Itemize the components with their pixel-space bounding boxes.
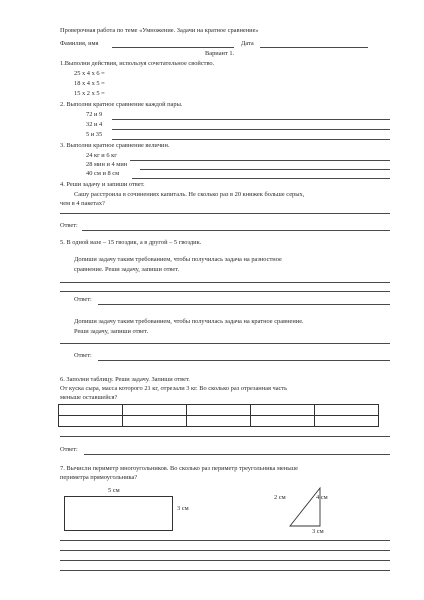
table-cell[interactable] [59,416,123,427]
task4-text: чем в 4 пакетах? [60,200,105,207]
task2-answer-line[interactable] [112,129,390,130]
table-cell[interactable] [315,405,379,416]
task5-heading: 5. В одной вазе – 15 гвоздик, а в другой – 5 гвоздик. [60,239,202,246]
task5-part2-text: Допиши задачу таким требованием, чтобы получилась задача на кратное сравнение. [74,318,304,325]
task3-answer-line[interactable] [140,169,390,170]
tri-left-label: 2 см [274,494,286,501]
tri-right-label: 4 см [316,494,328,501]
table-cell[interactable] [187,405,251,416]
task2-heading: 2. Выполни кратное сравнение каждой пары. [60,101,183,108]
date-label: Дата [241,40,254,47]
task6-table [58,404,379,427]
task2-item: 5 и 35 [86,131,103,138]
task2-answer-line[interactable] [112,139,390,140]
task5-answer1-label: Ответ: [74,296,92,303]
task1-item: 25 х 4 х 6 = [74,70,105,77]
task6-answer-line[interactable] [84,454,390,455]
task6-text: меньше оставшейся? [60,394,118,401]
table-cell[interactable] [123,416,187,427]
rect-side-label: 3 см [177,505,189,512]
task7-solution-line[interactable] [60,550,390,551]
task7-solution-line[interactable] [60,540,390,541]
worksheet-title: Проверочная работа по теме «Умножение. Задачи на кратное сравнение» [60,27,259,34]
surname-label: Фамилия, имя [60,40,99,47]
table-cell[interactable] [59,405,123,416]
task5-part1-line[interactable] [60,282,390,283]
task3-item: 24 кг и 6 кг [86,152,117,159]
task6-text: От куска сыра, масса которого 21 кг, отрезали 3 кг. Во сколько раз отрезанная часть [60,385,288,392]
task6-heading: 6. Заполни таблицу. Реши задачу. Запиши ответ. [60,376,190,383]
task5-part2-text: Реши задачу, запиши ответ. [74,328,149,335]
task7-solution-line[interactable] [60,570,390,571]
task1-item: 15 х 2 х 5 = [74,90,105,97]
task7-solution-line[interactable] [60,560,390,561]
table-row [59,416,379,427]
task2-item: 32 и 4 [86,121,103,128]
task3-answer-line[interactable] [132,178,390,179]
task2-answer-line[interactable] [112,119,390,120]
table-cell[interactable] [315,416,379,427]
date-line[interactable] [260,47,368,48]
surname-line[interactable] [112,47,234,48]
table-cell[interactable] [123,405,187,416]
task5-part1-text: сравнение. Реши задачу, запиши ответ. [74,266,180,273]
task3-answer-line[interactable] [130,160,390,161]
task3-item: 28 мин и 4 мин [86,161,128,168]
task4-answer-label: Ответ: [60,222,78,229]
task3-heading: 3. Выполни кратное сравнение величин. [60,142,170,149]
rect-top-label: 5 см [108,487,120,494]
table-row [59,405,379,416]
task6-answer-label: Ответ: [60,446,78,453]
task5-answer2-line[interactable] [98,360,390,361]
table-cell[interactable] [187,416,251,427]
task4-answer-line[interactable] [82,230,390,231]
task5-answer1-line[interactable] [98,304,390,305]
task5-part1-line[interactable] [60,291,390,292]
task3-item: 40 см и 8 см [86,170,120,177]
triangle-figure [286,484,346,534]
table-cell[interactable] [251,405,315,416]
task4-heading: 4. Реши задачу и запиши ответ. [60,181,145,188]
task2-item: 72 и 9 [86,111,103,118]
task1-item: 18 х 4 х 5 = [74,80,105,87]
task4-text: Сашу расстроила в сочинениях капиталь. Не сколько раз в 20 книжек больше серых, [74,191,305,198]
task5-answer2-label: Ответ: [74,352,92,359]
variant-label: Вариант 1. [205,50,235,57]
table-cell[interactable] [251,416,315,427]
rectangle-figure [64,496,173,531]
tri-bottom-label: 3 см [312,528,324,535]
task7-heading: периметра прямоугольника? [60,474,138,481]
task7-heading: 7. Вычисли периметр многоугольников. Во сколько раз периметр треугольника меньше [60,465,298,472]
task6-solution-line[interactable] [60,436,390,437]
task5-part1-text: Допиши задачу таким требованием, чтобы получилась задача на разностное [74,256,282,263]
task5-part2-line[interactable] [60,343,390,344]
task1-heading: 1.Выполни действия, используя сочетательное свойство. [60,60,215,67]
task4-solution-line[interactable] [60,213,390,214]
